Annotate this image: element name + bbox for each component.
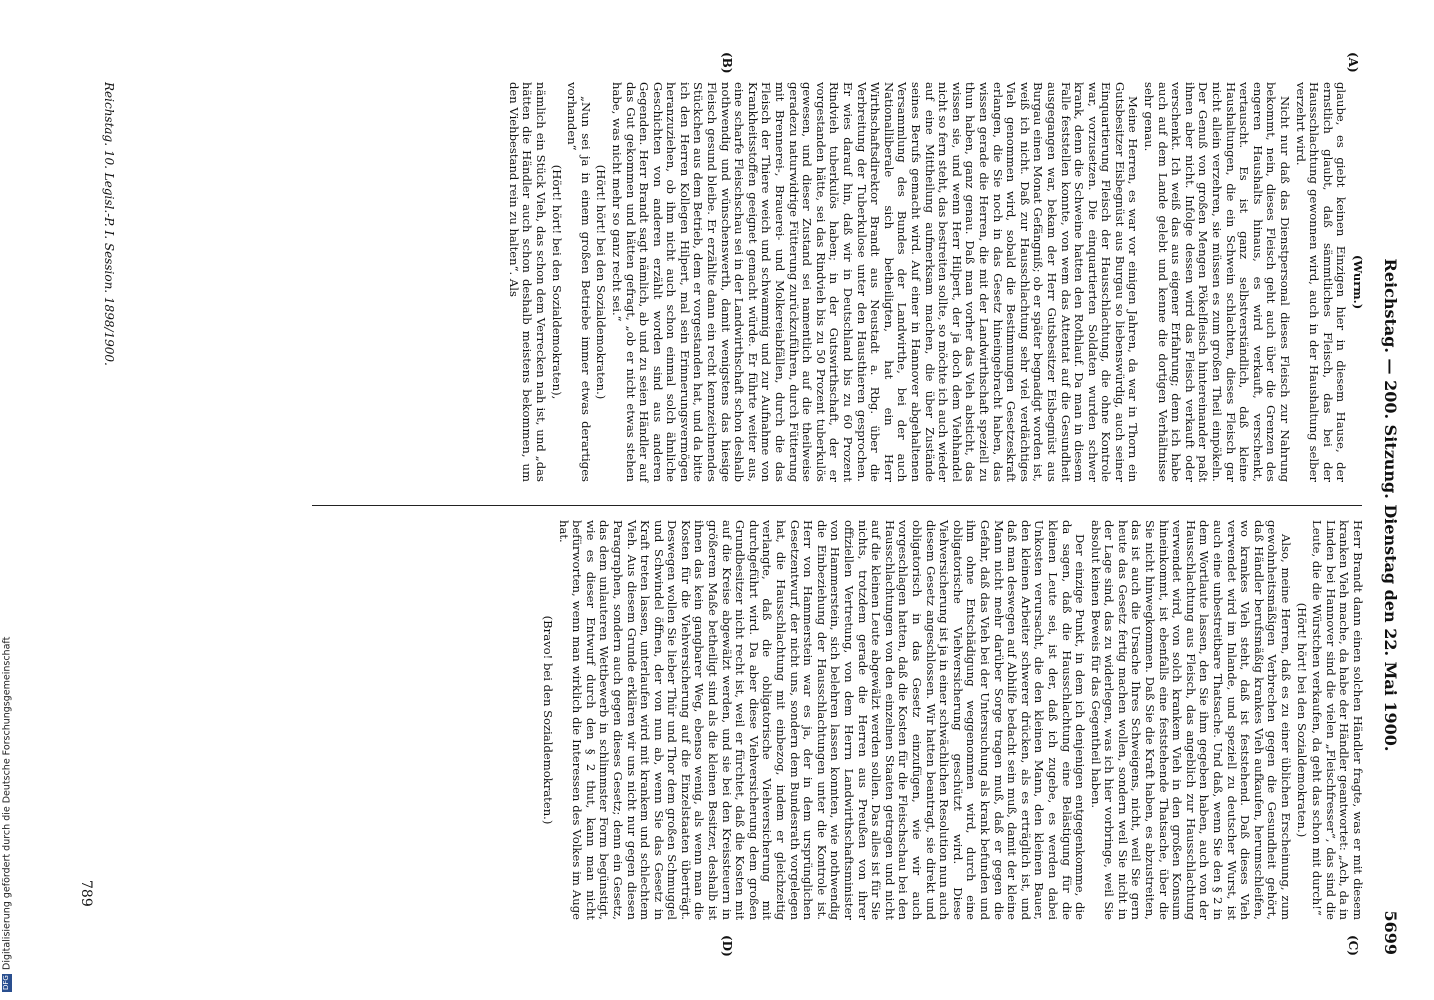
page-header (1370, 55, 1400, 955)
margin-marker-d: (D) (720, 935, 734, 957)
closing-interjection: (Bravo! bei den Sozialdemokraten.) (540, 615, 555, 825)
interjection: (Hört! hört! bei den Sozialdemokraten), (549, 164, 564, 400)
left-text-column (504, 82, 1364, 482)
margin-marker-c: (C) (1346, 935, 1360, 956)
header-title: Reichstag. — 200. Sitzung. Dienstag den 22. Mai 1900. (1381, 258, 1400, 752)
paragraph: Nicht nur daß das Dienstpersonal dieses Fleisch zur Nahrung bekommt, nein, dieses Fleisch geht auch über die Grenzen des engeren Haushalts hinaus, es wird verkauft, verschenkt, vertauscht. Es ist ganz selbstverständlich, daß kleine Haushaltungen, die ein Schwein schlachten, dieses Fleisch gar nicht allein verzehren, sie müssen es zum großen Theil einpökeln. Der Genuß von großen Mengen Pökelfleisch hintereinander paßt ihnen aber nicht. Infolge dessen wird das Fleisch verkauft oder verschenkt. Ich weiß das aus eigener Erfahrung; denn ich habe auch auf dem Lande gelebt und kenne die dortigen Verhältnisse sehr genau. (1142, 82, 1293, 482)
dfg-logo-icon: DFG (2, 975, 10, 991)
paragraph: Der einzige Punkt, in dem ich denjenigen entgegenkomme, die da sagen, daß die Hausschlachtung eine Belästigung für die kleinen Leute sei, ist der, daß ich zugebe, es werden dabei Unkosten verursacht, die den kleinen Mann, den kleinen Bauer, den kleinen Arbeiter schwerer drücken, als es erträglich ist, und daß man deswegen auf Abhilfe bedacht sein muß, damit der kleine Mann nicht mehr darüber Sorge tragen muß, daß er gegen die Gefahr, daß das Vieh bei der Untersuchung als krank befunden und ihm ohne Entschädigung weggenommen wird, durch eine obligatorische Viehversicherung geschützt wird. Diese Viehversicherung ist ja in einer schwächlichen Resolution nun auch diesem Gesetz angeschlossen. Wir hatten beantragt, sie direkt und obligatorisch in das Gesetz einzufügen, wie wir auch vorgeschlagen hatten, daß die Kosten für die Fleischschau bei den Hausschlachtungen von den einzelnen Staaten getragen und nicht auf die kleinen Leute abgewälzt werden sollen. Das alles ist für Sie nichts, trotzdem gerade die Herren aus Preußen von ihrer offiziellen Vertretung, von dem Herrn Landwirthschaftsminister von Hammerstein, sich belehren lassen konnten, wie nothwendig die Einbeziehung der Hausschlachtungen unter die Kontrole ist. Herr von Hammerstein war es ja, der in dem ursprünglichen Gesetzentwurf, der nicht uns, sondern dem Bundesrath vorgelegen hat, die Hausschlachtung mit einbezog, indem er gleichzeitig verlangte, daß die obligatorische Viehversicherung mit durchgeführt wird. Da aber diese Viehversicherung dem großen Grundbesitzer nicht recht ist, weil er fürchtet, daß die Kosten mit auf die Kreise abgewälzt werden, und sie bei den Kreissteuern in größerem Maße betheiligt sind als die kleinen Besitzer, deshalb ist ihnen das kein gangbarer Weg, ebenso wenig, als wenn man die Kosten für die Viehversicherung auf die Einzelstaaten überträgt. Deswegen wollen Sie lieber Thür und Thor dem großen Schmuggel und Schwindel öffnen, der von nun ab, wenn Sie das Gesetz in Kraft treten lassen, unterlaufen wird mit krankem und schlechtem Vieh. Aus diesem Grunde erklären wir uns nicht nur gegen diesen Paragraphen, sondern auch gegen dieses Gesetz; denn ein Gesetz, das dem unlauteren Wettbewerb in schlimmster Form begünstigt, wie es dieser Entwurf durch den § 2 thut, kann man nicht befürworten, wenn man wirklich die Interessen des Volkes im Auge hat. (556, 520, 1088, 920)
page-footer: Reichstag. 10. Legisl.-P. I. Session. 1898/1900. (102, 82, 116, 366)
paragraph: glaube, es giebt keinen Einzigen hier in diesem Hause, der ernstlich glaubt, daß sämmtliches Fleisch, das bei der Hausschlachtung gewonnen wird, auch in der Haushaltung selber verzehrt wird. (1293, 82, 1349, 482)
speaker-name: (Wurm.) (1351, 254, 1365, 310)
paragraph: Also, meine Herren, daß es zu einer üblichen Erscheinung, zum gewohnheitsmäßigen Verbrechen gegen die Gesundheit gehört, daß Händler berufsmäßig krankes Vieh aufkaufen, herumschleifen, wo krankes Vieh steht, daß ist feststehend. Daß dieses Vieh verwendet wird im Inlande, und speziell zu deutscher Wurst, ist auch eine unbestreitbare Thatsache. Und daß, wenn Sie den § 2 in dem Wortlaute lassen, den Sie ihm gegeben haben, auch von der Hausschlachtung aus Fleisch, das angeblich zur Hausschlachtung verwendet wird, von solch krankem Vieh in den großen Konsum hineinkommt, ist ebenfalls eine feststehende Thatsache, über die Sie nicht hinwegkommen. Daß Sie die Kraft haben, es abzustreiten, das ist auch die Ursache Ihres Schweigens, nicht, weil Sie gern heute das Gesetz fertig machen wollen, sondern weil Sie nicht in der Lage sind, das zu widerlegen, was ich hier vorbringe, weil Sie absolut keinen Beweis für das Gegentheil haben. (1088, 520, 1294, 920)
dfg-sidebar (0, 0, 14, 1000)
paragraph: Herr Brandt dann einen solchen Händler fragte, was er mit diesem kranken Vieh mache, da habe der Händler geantwortet: „Ach, da in Linden bei Hannover sind die vielen „Fleischfresser“, das sind die Leute, die die Würstchen verkaufen, da geht das schon mit durch!“ (1310, 520, 1365, 920)
quote: „Nun sei ja in einem großen Betriebe immer etwas derartiges vorhanden“ (565, 82, 593, 482)
column-divider (312, 505, 1362, 506)
margin-marker-b: (B) (720, 52, 734, 74)
margin-marker-a: (A) (1346, 52, 1360, 73)
header-page-number: 5699 (1381, 910, 1400, 955)
interjection: (Hört! hört! bei den Sozialdemokraten.) (594, 164, 609, 400)
right-text-column (538, 520, 1364, 920)
paragraph: Meine Herren, es war vor einigen Jahren, da war in Thorn ein Gutsbesitzer Eisbegnüst aus Burgau so liebenswürdig, auch seiner Einquartierung Fleisch der Hausschlachtung, die ohne Kontrole war, vorzusetzen. Die einquartierten Soldaten wurden schwer krank, denn die Schweine hatten den Rothlauf. Da man in diesem Falle feststellen konnte, von wem das Attentat auf die Gesundheit ausgegangen war, bekam der Herr Gutsbesitzer Eisbegnüst aus Burgau einen Monat Gefängniß; ob er später begnadigt worden ist, weiß ich nicht. Daß zur Hausschlachtung sehr viel verdächtiges Vieh genommen wird, sobald die Bestimmungen Gesetzeskraft erlangen, die Sie noch in das Gesetz hineingebracht haben, das wissen gerade die Herren, die mit der Landwirthschaft speziell zu thun haben, ganz genau. Daß man vorher das Vieh absticht, das wissen sie, und wenn Herr Hilpert, der ja doch dem Viehhandel nicht so fern steht, das bestreiten sollte, so möchte ich auch wieder auf eine Mittheilung aufmerksam machen, die über Zustände seines Berufs gemacht wird. Auf einer in Hannover abgehaltenen Versammlung des Bundes der Landwirthe, bei der auch Nationalliberale sich betheiligten, hat ein Herr Wirthschaftsdirektor Brandt aus Neustadt a. Rbg. über die Verbreitung der Tuberkulose unter den Hausthieren gesprochen. Er wies darauf hin, daß wir in Deutschland bis zu 60 Prozent Rindvieh tuberkulös haben; in der Gutswirthschaft, der er vorgestanden hätte, sei das Rindvieh bis zu 50 Prozent tuberkulös gewesen, und dieser Zustand sei namentlich auf die theilweise geradezu naturwidrige Fütterung zurückzuführen, durch Fütterung mit Brennerei-, Brauerei- und Molkereiabfällen, durch die das Fleisch der Thiere weich und schwammig und zur Aufnahme von Krankheitsstoffen geeignet gemacht würde. Er führte weiter aus, eine scharfe Fleischschau sei in der Landwirthschaft schon deshalb nothwendig und wünschenswerth, damit wenigstens das hiesige Fleisch gesund bleibe. Er erzählte dann ein recht kennzeichnendes Stückchen aus dem Betrieb, dem er vorgestanden hat, und da bitte ich den Herren Kollegen Hilpert, mal sein Erinnerungsvermögen heranzuziehen, ob ihm nicht auch schon einmal solch ähnliche Geschichten von anderen erzählt worden sind aus anderen Gegenden. Herr Brandt sagt nämlich, ab und zu seien Händler auf das Gut gekommen und hätten gefragt, „ob er nicht etwas stehen habe, was nicht mehr so ganz recht sei.“ (609, 82, 1141, 482)
footer-page-number: 789 (78, 880, 94, 907)
paragraph: nämlich ein Stück Vieh, das schon dem Verrecken nah ist, und „das hätten die Händler auch schon deshalb meistens bekommen, um den Viehbestand rein zu halten“. Als (506, 82, 548, 482)
dfg-credit-text: Digitalisierung gefördert durch die Deutsche Forschungsgemeinschaft (1, 636, 13, 970)
interjection: (Hört! hört! bei den Sozialdemokraten.) (1294, 602, 1309, 838)
